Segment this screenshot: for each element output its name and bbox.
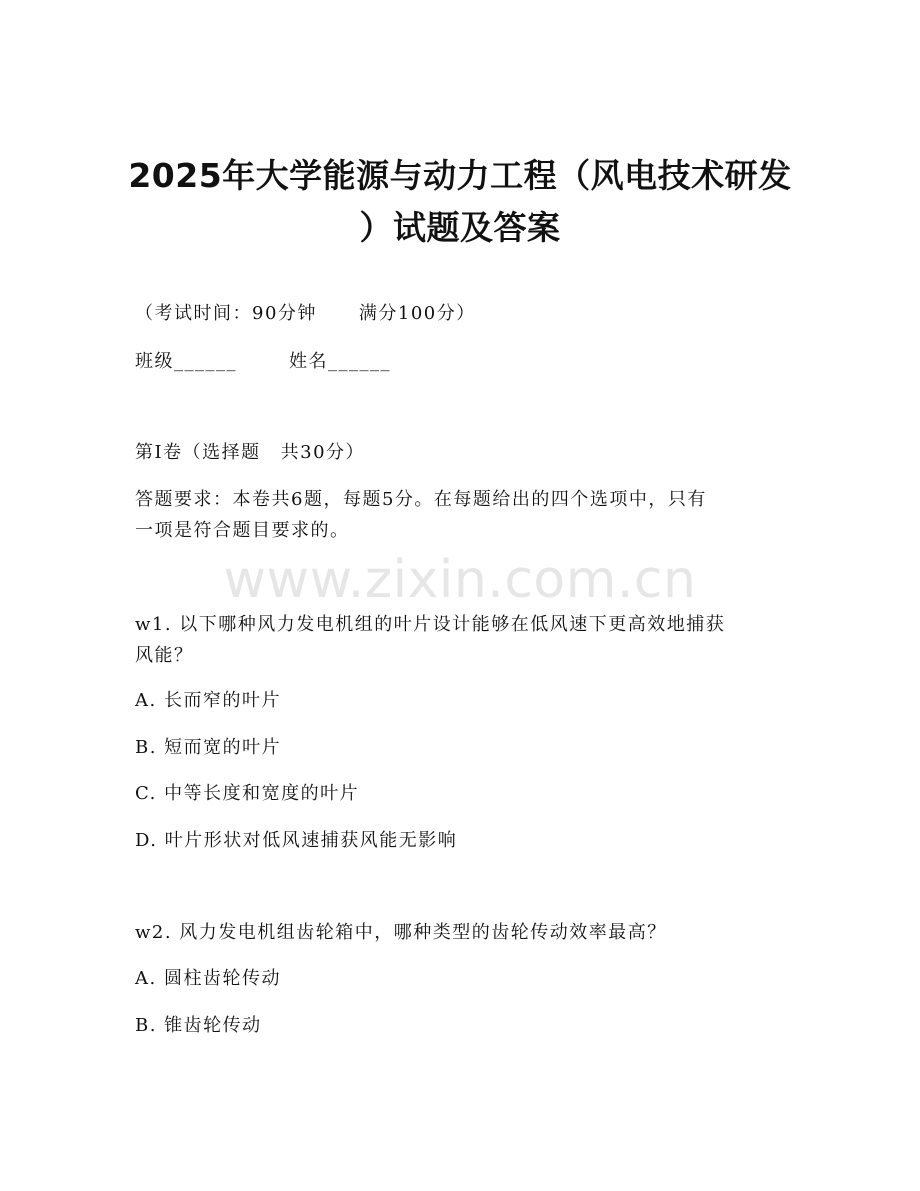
exam-info	[135, 299, 476, 329]
section-title: 第I卷（选择题	[135, 442, 261, 463]
document-title-line-1: 2025年大学能源与动力工程（风电技术研发	[128, 156, 792, 195]
question-1-stem-line-1: w1. 以下哪种风力发电机组的叶片设计能够在低风速下更高效地捕获	[135, 614, 726, 635]
question-1-option-b: B. 短而宽的叶片	[135, 737, 282, 758]
question-1-stem-line-2: 风能？	[135, 645, 194, 666]
question-2-stem-line-1: w2. 风力发电机组齿轮箱中，哪种类型的齿轮传动效率最高？	[135, 922, 667, 943]
document-title-line-2: ）试题及答案	[359, 208, 561, 247]
instructions-line-1: 答题要求：本卷共6题，每题5分。在每题给出的四个选项中，只有	[135, 489, 707, 510]
question-1-option-a: A. 长而窄的叶片	[135, 690, 281, 711]
question-1-option-d: D. 叶片形状对低风速捕获风能无影响	[135, 830, 458, 851]
class-field: 班级______	[135, 351, 237, 372]
section-score: 共30分）	[280, 442, 366, 463]
max-score: 满分100分）	[358, 303, 476, 324]
instructions-line-2: 一项是符合题目要求的。	[135, 520, 350, 541]
question-2-option-a: A. 圆柱齿轮传动	[135, 968, 281, 989]
question-1-option-c: C. 中等长度和宽度的叶片	[135, 783, 360, 804]
exam-time: （考试时间：90分钟	[135, 303, 317, 324]
name-field: 姓名______	[289, 351, 391, 372]
question-2-option-b: B. 锥齿轮传动	[135, 1015, 262, 1036]
watermark: www.zixin.com.cn	[223, 550, 697, 610]
section-heading	[135, 438, 365, 468]
student-fields	[135, 347, 391, 377]
